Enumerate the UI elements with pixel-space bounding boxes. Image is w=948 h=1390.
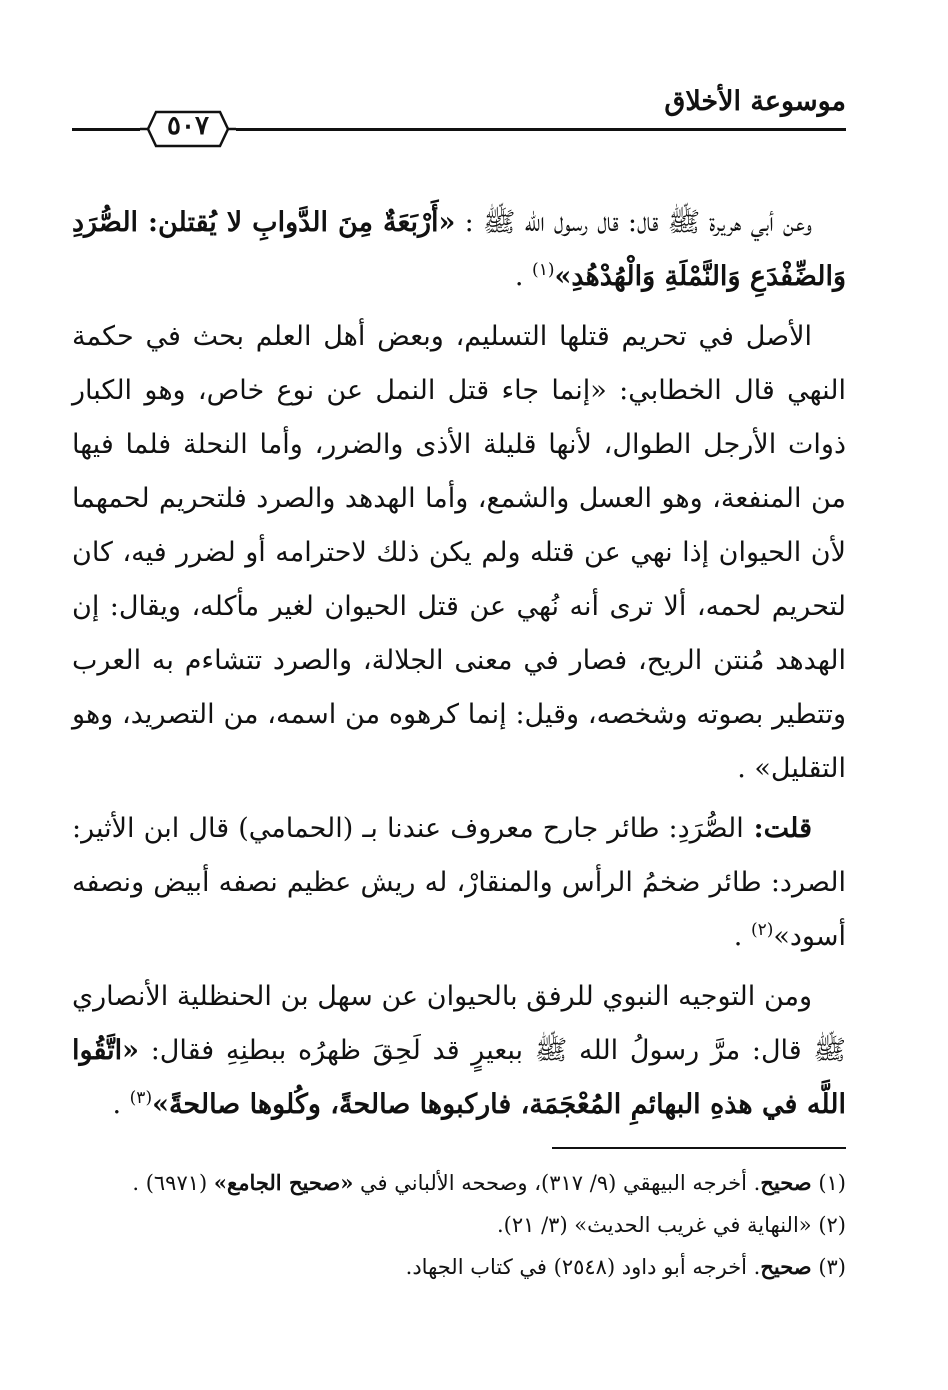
- paragraph-text: وعن أبي هريرة ﷺ قال: قال رسول الله ﷺ :: [455, 207, 813, 238]
- header-rule-right: [236, 128, 846, 131]
- footnote-text: . أخرجه البيهقي (٩/ ٣١٧)، وصححه الألباني في: [353, 1171, 761, 1195]
- grading: صحيح: [760, 1254, 812, 1279]
- paragraph-surad-definition: [72, 802, 846, 964]
- footnote-2: [72, 1204, 846, 1246]
- footnote-mark[interactable]: (١): [532, 260, 555, 280]
- footnotes: [72, 1162, 846, 1288]
- paragraph-text: الأصل في تحريم قتلها التسليم، وبعض أهل العلم بحث في حكمة النهي قال الخطابي: «إنما جاء قتل النمل عن نوع خاص، وهو الكبار ذوات الأرجل الطوال، لأنها قليلة الأذى والضرر، وأما النحلة فلما فيها من المنفعة، وهو العسل والشمع، وأما الهدهد والصرد فلتحريم لحمهما لأن الحيوان إذا نهي عن قتله ولم يكن ذلك لاحترامه أو لضرر فيه، كان لتحريم لحمه، ألا ترى أنه نُهي عن قتل الحيوان لغير مأكله، ويقال: إن الهدهد مُنتن الريح، فصار في معنى الجلالة، والصرد تتشاءم به العرب وتتطير بصوته وشخصه، وقيل: إنما كرهوه من اسمه، من التصريد، وهو التقليل» .: [72, 321, 846, 784]
- hadith-quote: «أَرْبَعَةٌ مِنَ الدَّوابِ لا يُقتلن: الصُّرَدِ وَالضِّفْدَعِ وَالنَّمْلَةِ وَالْهُدْهُدِ»: [72, 207, 846, 292]
- page-number-ornament: [138, 108, 238, 150]
- paragraph-text: .: [733, 921, 751, 952]
- source-title: «صحيح الجامع»: [213, 1170, 354, 1195]
- footnote-1: [72, 1162, 846, 1204]
- footnote-text: «النهاية في غريب الحديث» (٣/ ٢١).: [496, 1213, 812, 1237]
- footnote-text: (٦٩٧١) .: [132, 1171, 214, 1195]
- hadith-quote: «اتَّقُوا اللَّه في هذهِ البهائمِ المُعْجَمَة، فاركبوها صالحةً، وكُلوها صالحةً»: [72, 1035, 846, 1120]
- paragraph-prophetic-guidance: [72, 970, 846, 1132]
- footnote-mark[interactable]: (٣): [129, 1088, 153, 1108]
- paragraph-hadith-four-animals: [72, 196, 846, 304]
- footnote-number: (١): [811, 1171, 846, 1195]
- footnote-mark[interactable]: (٢): [750, 920, 774, 940]
- footnote-3: [72, 1246, 846, 1288]
- qultu-label: قلت:: [743, 813, 813, 844]
- header-rule-left: [72, 128, 140, 131]
- footnote-number: (٢): [811, 1213, 846, 1237]
- paragraph-text: .: [514, 261, 533, 292]
- grading: صحيح: [760, 1170, 812, 1195]
- footnote-number: (٣): [811, 1255, 846, 1279]
- footnote-separator: [552, 1147, 846, 1149]
- page-header: [72, 80, 846, 144]
- paragraph-text: الصُّرَدِ: طائر جارح معروف عندنا بـ (الحمامي) قال ابن الأثير: الصرد: طائر ضخمُ الرأس والمنقارْ، له ريش عظيم نصفه أبيض ونصفه أسود»: [72, 813, 846, 952]
- paragraph-text: ومن التوجيه النبوي للرفق بالحيوان عن سهل بن الحنظلية الأنصاري ﷺ قال: مرَّ رسولُ الله ﷺ ببعيرٍ قد لَحِقَ ظهرُه ببطنِهِ فقال:: [72, 981, 846, 1066]
- paragraph-text: .: [112, 1089, 130, 1120]
- footnote-text: . أخرجه أبو داود (٢٥٤٨) في كتاب الجهاد.: [405, 1255, 761, 1279]
- page-number: ٥٠٧: [167, 111, 209, 141]
- book-title: موسوعة الأخلاق: [664, 86, 846, 117]
- paragraph-khattabi-explanation: [72, 310, 846, 796]
- main-text: [72, 196, 846, 1138]
